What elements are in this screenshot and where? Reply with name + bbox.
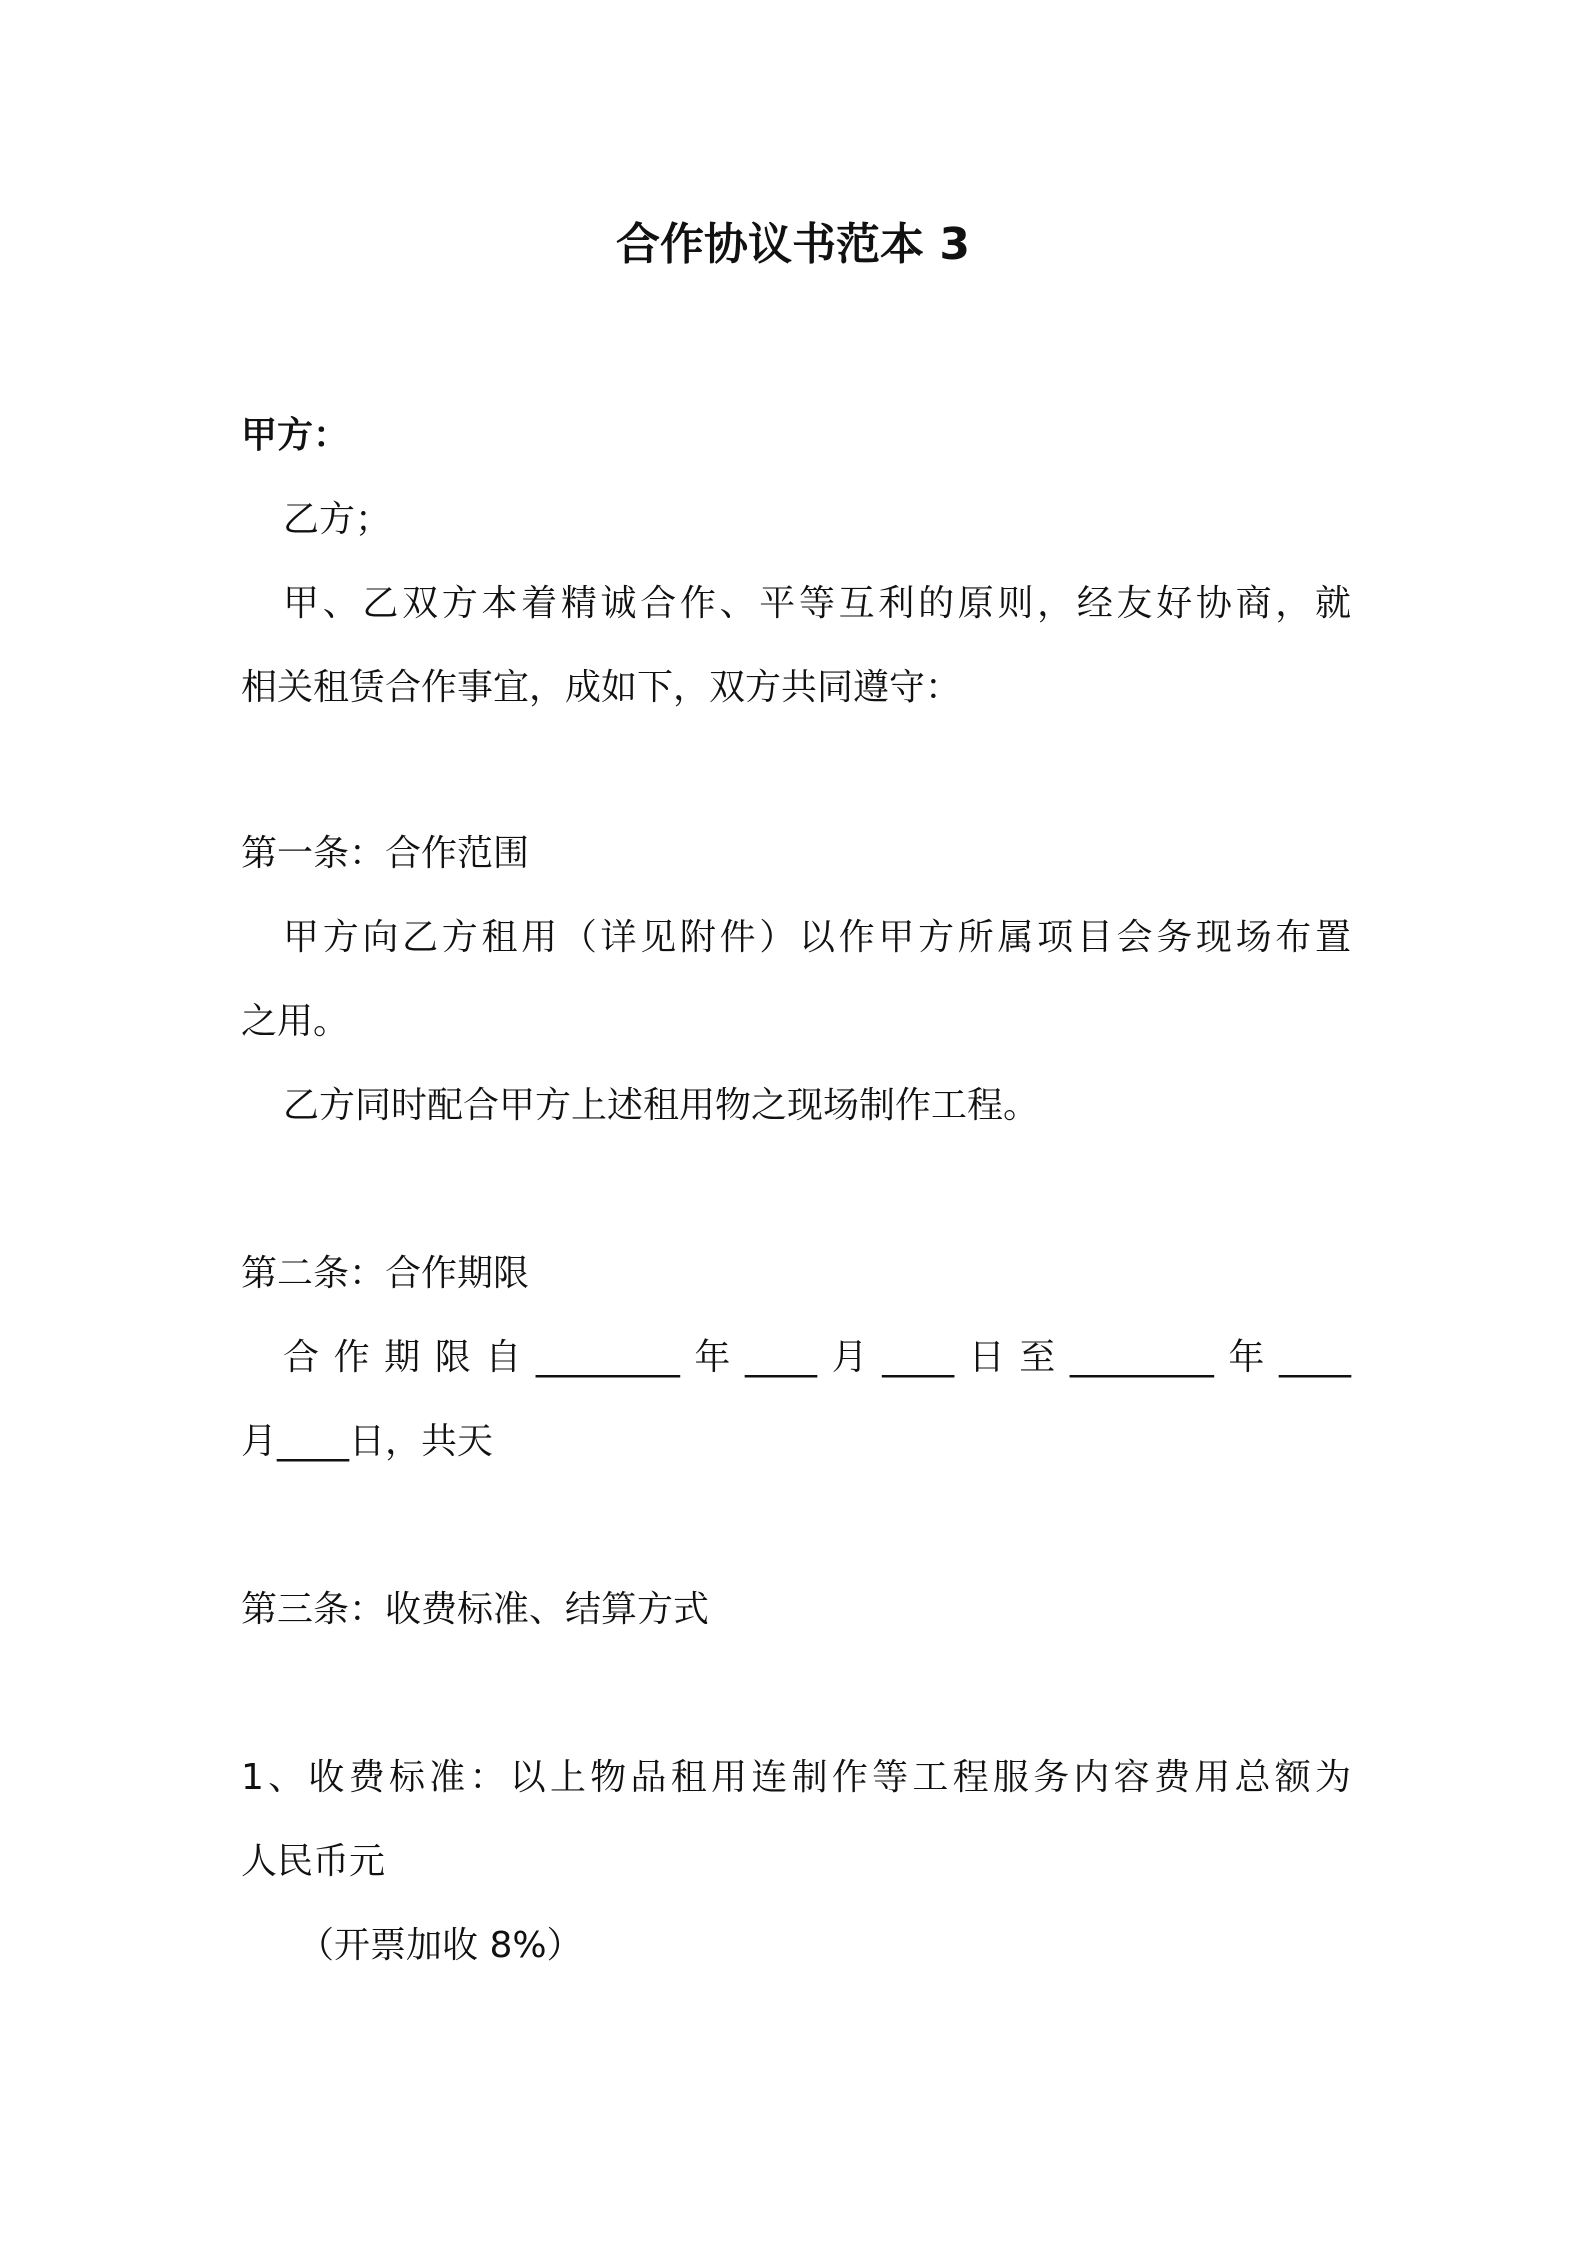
article-3-item-1-line-2: 人民币元 (241, 1841, 386, 1882)
article-3-heading: 第三条：收费标准、结算方式 (241, 1589, 710, 1630)
article-1-para-1-line-1: 甲方向乙方租用（详见附件）以作甲方所属项目会务现场布置 (283, 917, 1351, 958)
document-title: 合作协议书范本 3 (616, 219, 970, 270)
article-1-para-1-line-2: 之用。 (241, 1001, 350, 1042)
preamble-line-1: 甲、乙双方本着精诚合作、平等互利的原则，经友好协商，就 (283, 583, 1351, 624)
article-1-heading: 第一条：合作范围 (241, 833, 530, 874)
party-a-label: 甲方： (241, 415, 350, 456)
preamble-line-2: 相关租赁合作事宜，成如下，双方共同遵守： (241, 667, 962, 708)
article-3-item-1-line-1: 1、收费标准：以上物品租用连制作等工程服务内容费用总额为 (241, 1757, 1351, 1798)
party-b-label: 乙方； (283, 499, 392, 540)
article-2-heading: 第二条：合作期限 (241, 1253, 530, 1294)
article-2-term-line-2: 月____日，共天 (241, 1421, 494, 1462)
article-1-para-2: 乙方同时配合甲方上述租用物之现场制作工程。 (283, 1085, 1040, 1126)
article-2-term-line-1: 合作期限自________年____月____日至________年____ (283, 1337, 1351, 1378)
article-3-item-1-note: （开票加收 8%） (298, 1925, 583, 1966)
